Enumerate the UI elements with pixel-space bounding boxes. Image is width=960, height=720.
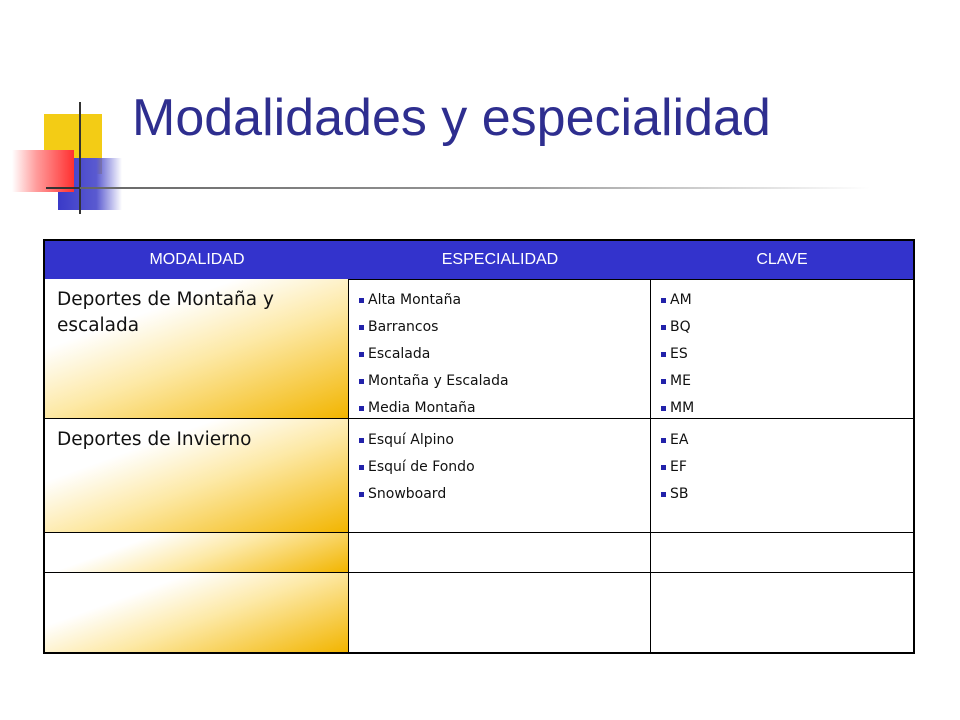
modalidad-cell — [45, 573, 349, 652]
square-bullet-icon — [359, 325, 364, 330]
clave-item-text: EA — [670, 432, 689, 448]
square-bullet-icon — [661, 438, 666, 443]
clave-item-text: AM — [670, 292, 692, 308]
especialidad-item — [359, 427, 475, 454]
claves-list — [661, 427, 689, 508]
clave-item — [661, 454, 689, 481]
table-row — [45, 533, 913, 573]
especialidad-item-text: Alta Montaña — [368, 292, 462, 308]
clave-item — [661, 368, 694, 395]
square-bullet-icon — [359, 492, 364, 497]
especialidad-item-text: Snowboard — [368, 486, 447, 502]
square-bullet-icon — [661, 492, 666, 497]
slide-title: Modalidades y especialidad — [132, 89, 771, 147]
especialidad-item — [359, 341, 509, 368]
square-bullet-icon — [359, 352, 364, 357]
table-header-row — [45, 241, 913, 280]
especialidad-item-text: Media Montaña — [368, 400, 476, 416]
especialidad-cell — [349, 419, 651, 532]
especialidad-item-text: Barrancos — [368, 319, 439, 335]
table-row — [45, 279, 913, 419]
especialidad-cell — [349, 573, 651, 652]
clave-item-text: MM — [670, 400, 695, 416]
square-bullet-icon — [661, 379, 666, 384]
clave-item-text: SB — [670, 486, 689, 502]
modalidad-label: Deportes de Montaña y escalada — [57, 289, 274, 336]
modalidad-cell — [45, 533, 349, 572]
modalidad-label: Deportes de Invierno — [57, 429, 252, 450]
clave-cell — [651, 573, 913, 652]
especialidad-item — [359, 314, 509, 341]
square-bullet-icon — [661, 465, 666, 470]
square-bullet-icon — [359, 298, 364, 303]
especialidad-item-text: Esquí Alpino — [368, 432, 454, 448]
especialidad-item — [359, 368, 509, 395]
modalidad-cell — [45, 419, 349, 532]
square-bullet-icon — [661, 298, 666, 303]
square-bullet-icon — [661, 406, 666, 411]
modalidad-cell — [45, 279, 349, 418]
table-row — [45, 419, 913, 533]
header-especialidad: ESPECIALIDAD — [441, 251, 559, 268]
especialidad-cell — [349, 533, 651, 572]
especialidad-item — [359, 454, 475, 481]
header-clave: CLAVE — [756, 251, 808, 268]
clave-cell — [651, 279, 913, 418]
logo-vertical-line — [79, 102, 81, 214]
clave-item-text: ME — [670, 373, 691, 389]
especialidad-item-text: Esquí de Fondo — [368, 459, 475, 475]
especialidad-item-text: Escalada — [368, 346, 431, 362]
especialidad-item-text: Montaña y Escalada — [368, 373, 509, 389]
square-bullet-icon — [661, 325, 666, 330]
title-underline — [80, 187, 870, 189]
clave-item — [661, 314, 694, 341]
clave-item-text: EF — [670, 459, 687, 475]
table-row — [45, 573, 913, 652]
clave-item — [661, 341, 694, 368]
square-bullet-icon — [359, 465, 364, 470]
especialidades-list — [359, 427, 475, 508]
logo-red-square — [12, 150, 74, 192]
clave-item — [661, 287, 694, 314]
clave-item — [661, 395, 694, 422]
especialidad-item — [359, 287, 509, 314]
clave-cell — [651, 419, 913, 532]
clave-item — [661, 427, 689, 454]
square-bullet-icon — [359, 379, 364, 384]
modalidades-table — [43, 239, 915, 654]
square-bullet-icon — [661, 352, 666, 357]
claves-list — [661, 287, 694, 422]
square-bullet-icon — [359, 438, 364, 443]
clave-item — [661, 481, 689, 508]
especialidades-list — [359, 287, 509, 422]
clave-item-text: ES — [670, 346, 688, 362]
square-bullet-icon — [359, 406, 364, 411]
clave-cell — [651, 533, 913, 572]
especialidad-item — [359, 481, 475, 508]
especialidad-cell — [349, 279, 651, 418]
clave-item-text: BQ — [670, 319, 691, 335]
especialidad-item — [359, 395, 509, 422]
header-modalidad: MODALIDAD — [149, 251, 245, 268]
